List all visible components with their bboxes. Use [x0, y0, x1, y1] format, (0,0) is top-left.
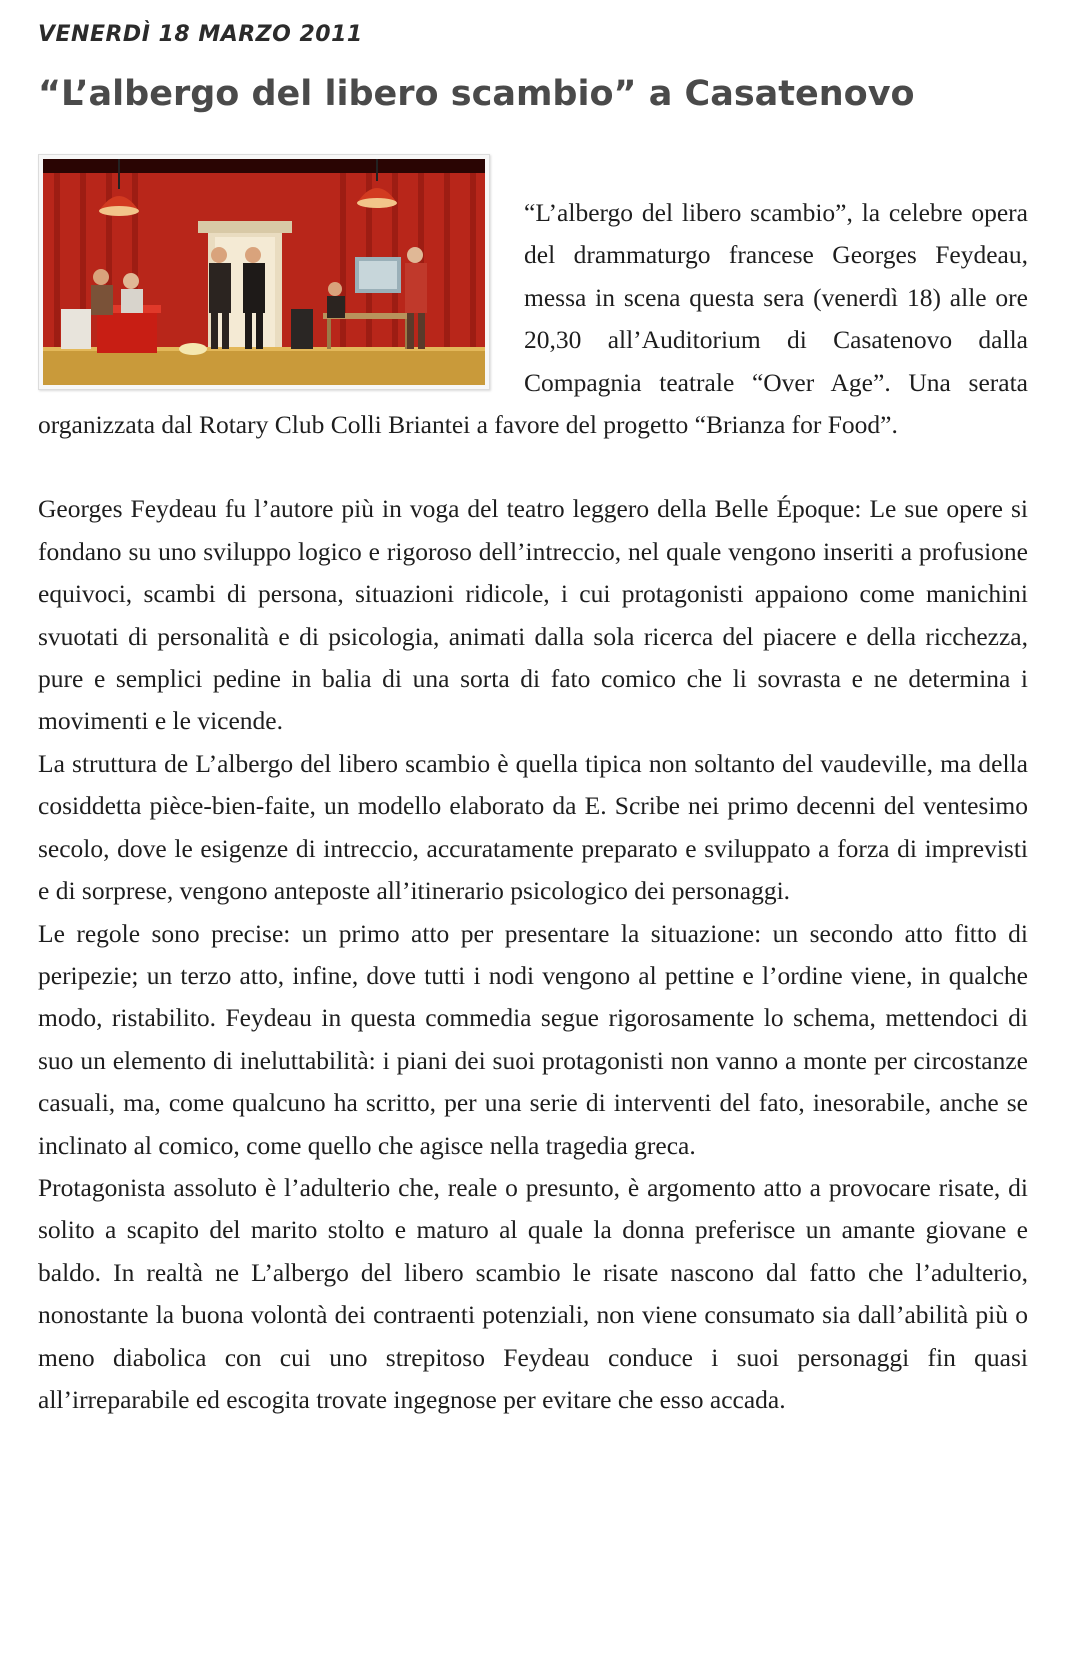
paragraph: Le regole sono precise: un primo atto per presentare la situazione: un secondo atto fitto di peripezie; un terzo atto, infine, dove tutti i nodi vengono al pettine e l’ordine viene, in qualche modo, ristabilito. Feydeau in questa commedia segue rigorosamente lo schema, mettendoci di suo un elemento di ineluttabilità: i piani dei suoi protagonisti non vanno a monte per circostanze casuali, ma, come qualcuno ha scritto, per una serie di interventi del fato, inesorabile, anche se inclinato al comico, come quello che agisce nella tragedia greca. — [38, 918, 1028, 1160]
post-body — [38, 192, 1028, 1421]
stage-scene-illustration — [43, 159, 485, 385]
post-title: “L’albergo del libero scambio” a Casatenovo — [38, 74, 915, 114]
paragraph: “L’albergo del libero scambio”, la celebre opera del drammaturgo francese Georges Feydeau, messa in scena questa sera (venerdì 18) alle ore 20,30 all’Auditorium di Casatenovo dalla Compagnia teatrale “Over Age”. Una serata organizzata dal Rotary Club Colli Briantei a favore del progetto “Brianza for Food”. — [38, 198, 1028, 440]
paragraph: Georges Feydeau fu l’autore più in voga del teatro leggero della Belle Époque: Le sue opere si fondano su uno sviluppo logico e rigoroso dell’intreccio, nel quale vengono inseriti a profusione equivoci, scambi di persona, situazioni ridicole, i cui protagonisti appaiono come manichini svuotati di personalità e di psicologia, animati dalla sola ricerca del piacere e della ricchezza, pure e semplici pedine in balia di una sorta di fato comico che li sovrasta e ne determina i movimenti e le vicende. — [38, 494, 1028, 736]
paragraph: Protagonista assoluto è l’adulterio che, reale o presunto, è argomento atto a provocare risate, di solito a scapito del marito stolto e maturo al quale la donna preferisce un amante giovane e baldo. In realtà ne L’albergo del libero scambio le risate nascono dal fatto che l’adulterio, nonostante la buona volontà dei contraenti potenziali, non viene consumato sia dall’abilità più o meno diabolica con cui uno strepitoso Feydeau conduce i suoi personaggi fin quasi all’irreparabile ed escogita trovate ingegnose per evitare che esso accada. — [38, 1172, 1028, 1414]
stage-photo[interactable] — [38, 154, 490, 390]
post-date: VENERDÌ 18 MARZO 2011 — [38, 22, 363, 47]
paragraph: La struttura de L’albergo del libero scambio è quella tipica non soltanto del vaudeville, ma della cosiddetta pièce-bien-faite, un modello elaborato da E. Scribe nei primo decenni del ventesimo secolo, dove le esigenze di intreccio, accuratamente preparato e sviluppato a forza di imprevisti e di sorprese, vengono anteposte all’itinerario psicologico dei personaggi. — [38, 748, 1028, 906]
